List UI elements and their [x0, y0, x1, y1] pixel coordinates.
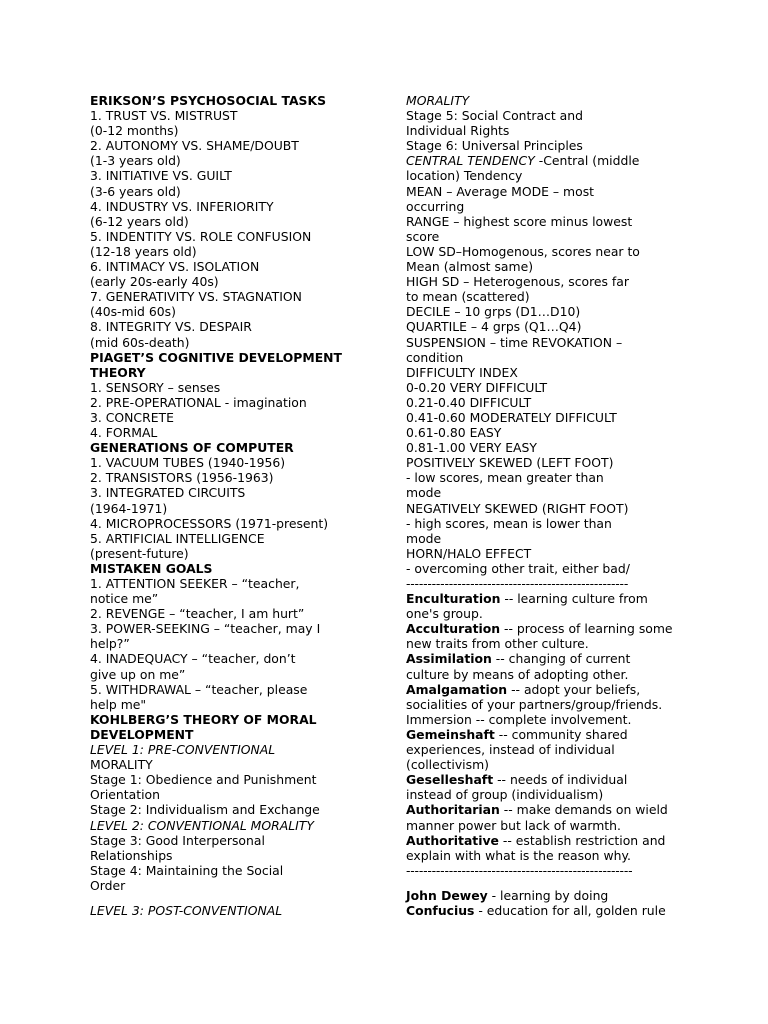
- computer-generation-line: 2. TRANSISTORS (1956-1963): [90, 470, 274, 486]
- mistaken-goal-line: notice me”: [90, 591, 159, 607]
- philosopher-name: Confucius: [406, 903, 475, 919]
- erikson-line: 3. INITIATIVE VS. GUILT: [90, 168, 232, 184]
- statistics-line: mode: [406, 530, 442, 546]
- statistics-line: SUSPENSION – time REVOKATION –: [406, 334, 623, 350]
- statistics-line: mode: [406, 485, 442, 501]
- erikson-line: (40s-mid 60s): [90, 304, 176, 320]
- statistics-line: LOW SD–Homogenous, scores near to: [406, 243, 640, 259]
- erikson-line: 1. TRUST VS. MISTRUST: [90, 108, 238, 124]
- section-heading-computers: GENERATIONS OF COMPUTER: [90, 440, 294, 456]
- statistics-line: HIGH SD – Heterogenous, scores far: [406, 274, 629, 290]
- statistics-line: 0.41-0.60 MODERATELY DIFFICULT: [406, 409, 617, 425]
- statistics-line: NEGATIVELY SKEWED (RIGHT FOOT): [406, 500, 629, 516]
- computer-generation-line: (present-future): [90, 545, 189, 561]
- term-name: Authoritarian: [406, 802, 500, 818]
- term-definition: [406, 621, 706, 636]
- term-name: Geselleshaft: [406, 772, 494, 788]
- term-name: Amalgamation: [406, 681, 508, 697]
- term-text: -- needs of individual: [493, 772, 628, 788]
- term-name: Assimilation: [406, 651, 492, 667]
- section-heading-erikson: ERIKSON’S PSYCHOSOCIAL TASKS: [90, 93, 327, 108]
- section-heading-piaget-cont: THEORY: [90, 364, 146, 380]
- statistics-line: 0.61-0.80 EASY: [406, 425, 502, 441]
- statistics-line: 0.21-0.40 DIFFICULT: [406, 394, 532, 410]
- kohlberg-level-1: LEVEL 1: PRE-CONVENTIONAL: [90, 742, 276, 758]
- erikson-line: (early 20s-early 40s): [90, 274, 219, 290]
- term-text-cont: manner power but lack of warmth.: [406, 817, 621, 833]
- term-name: Acculturation: [406, 621, 501, 637]
- term-definition: [406, 833, 706, 848]
- central-tendency-label: CENTRAL TENDENCY: [406, 153, 535, 169]
- statistics-line: Mean (almost same): [406, 259, 534, 275]
- philosopher-text: - education for all, golden rule: [474, 903, 666, 919]
- mistaken-goal-line: 5. WITHDRAWAL – “teacher, please: [90, 681, 308, 697]
- term-text: -- community shared: [494, 726, 628, 742]
- central-tendency-line: [406, 153, 706, 168]
- erikson-line: 2. AUTONOMY VS. SHAME/DOUBT: [90, 138, 299, 154]
- philosopher-line: [406, 903, 706, 918]
- term-definition: [406, 802, 706, 817]
- statistics-line: condition: [406, 349, 464, 365]
- term-text-cont: socialities of your partners/group/friends.: [406, 696, 663, 712]
- term-text-cont: explain with what is the reason why.: [406, 847, 631, 863]
- term-name: Gemeinshaft: [406, 726, 495, 742]
- term-text: -- process of learning some: [500, 621, 673, 637]
- term-text-cont: one's group.: [406, 606, 483, 622]
- computer-generation-line: 4. MICROPROCESSORS (1971-present): [90, 515, 329, 531]
- left-column: [90, 93, 390, 919]
- statistics-line: score: [406, 228, 440, 244]
- statistics-line: - overcoming other trait, either bad/: [406, 560, 630, 576]
- kohlberg-stage-6: Stage 6: Universal Principles: [406, 138, 583, 154]
- erikson-line: 8. INTEGRITY VS. DESPAIR: [90, 319, 252, 335]
- kohlberg-stage-1-cont: Orientation: [90, 787, 160, 803]
- section-heading-kohlberg: KOHLBERG’S THEORY OF MORAL: [90, 711, 317, 727]
- mistaken-goal-line: give up on me”: [90, 666, 186, 682]
- term-definition: [406, 682, 706, 697]
- statistics-line: to mean (scattered): [406, 289, 530, 305]
- statistics-line: 0.81-1.00 VERY EASY: [406, 440, 537, 456]
- divider-line: ----------------------------------------------------: [406, 576, 629, 591]
- kohlberg-stage-2: Stage 2: Individualism and Exchange: [90, 802, 320, 818]
- divider-line: -----------------------------------------------------: [406, 862, 633, 878]
- term-name: Authoritative: [406, 832, 499, 848]
- statistics-line: RANGE – highest score minus lowest: [406, 213, 633, 229]
- erikson-line: 4. INDUSTRY VS. INFERIORITY: [90, 198, 274, 214]
- statistics-line: occurring: [406, 198, 465, 214]
- kohlberg-stage-5: Stage 5: Social Contract and: [406, 108, 583, 124]
- mistaken-goal-line: 4. INADEQUACY – “teacher, don’t: [90, 651, 296, 667]
- term-text: -- learning culture from: [500, 591, 648, 607]
- mistaken-goal-line: 1. ATTENTION SEEKER – “teacher,: [90, 576, 300, 591]
- kohlberg-stage-5-cont: Individual Rights: [406, 123, 510, 139]
- kohlberg-stage-4: Stage 4: Maintaining the Social: [90, 862, 284, 878]
- mistaken-goal-line: 3. POWER-SEEKING – “teacher, may I: [90, 621, 321, 637]
- section-heading-mistaken-goals: MISTAKEN GOALS: [90, 560, 213, 576]
- philosopher-text: - learning by doing: [487, 888, 609, 904]
- statistics-line: location) Tendency: [406, 168, 523, 184]
- erikson-line: (12-18 years old): [90, 243, 197, 259]
- kohlberg-stage-3: Stage 3: Good Interpersonal: [90, 832, 265, 848]
- erikson-line: (3-6 years old): [90, 183, 181, 199]
- piaget-line: 1. SENSORY – senses: [90, 379, 221, 395]
- erikson-line: (mid 60s-death): [90, 334, 190, 350]
- statistics-line: 0-0.20 VERY DIFFICULT: [406, 379, 548, 395]
- central-tendency-text: -Central (middle: [534, 153, 640, 169]
- term-text: -- adopt your beliefs,: [507, 681, 641, 697]
- piaget-line: 4. FORMAL: [90, 425, 158, 441]
- blank-line: [406, 878, 706, 889]
- term-definition: [406, 651, 706, 666]
- term-text-cont: new traits from other culture.: [406, 636, 589, 652]
- term-text-cont: culture by means of adopting other.: [406, 666, 629, 682]
- erikson-line: (1-3 years old): [90, 153, 181, 169]
- computer-generation-line: 1. VACUUM TUBES (1940-1956): [90, 455, 286, 471]
- philosopher-line: [406, 888, 706, 903]
- term-name: Enculturation: [406, 591, 501, 607]
- term-text-cont: experiences, instead of individual: [406, 742, 615, 758]
- erikson-line: 6. INTIMACY VS. ISOLATION: [90, 259, 260, 275]
- erikson-line: (6-12 years old): [90, 213, 189, 229]
- term-text-cont: instead of group (individualism): [406, 787, 604, 803]
- mistaken-goal-line: help?”: [90, 636, 130, 652]
- computer-generation-line: 5. ARTIFICIAL INTELLIGENCE: [90, 530, 265, 546]
- mistaken-goal-line: help me": [90, 696, 147, 712]
- kohlberg-stage-4-cont: Order: [90, 877, 126, 893]
- term-text: -- establish restriction and: [498, 832, 666, 848]
- mistaken-goal-line: 2. REVENGE – “teacher, I am hurt”: [90, 606, 305, 622]
- blank-line: [90, 893, 390, 904]
- erikson-line: 7. GENERATIVITY VS. STAGNATION: [90, 289, 302, 305]
- piaget-line: 3. CONCRETE: [90, 409, 174, 425]
- section-heading-piaget: PIAGET’S COGNITIVE DEVELOPMENT: [90, 349, 343, 365]
- statistics-line: MEAN – Average MODE – most: [406, 183, 595, 199]
- term-definition: [406, 591, 706, 606]
- term-text: -- make demands on wield: [499, 802, 668, 818]
- right-column: [406, 93, 706, 919]
- statistics-line: - high scores, mean is lower than: [406, 515, 612, 531]
- computer-generation-line: (1964-1971): [90, 500, 168, 516]
- statistics-line: HORN/HALO EFFECT: [406, 545, 532, 561]
- kohlberg-level-3: LEVEL 3: POST-CONVENTIONAL: [90, 903, 283, 919]
- kohlberg-stage-3-cont: Relationships: [90, 847, 173, 863]
- statistics-line: - low scores, mean greater than: [406, 470, 604, 486]
- kohlberg-stage-1: Stage 1: Obedience and Punishment: [90, 772, 317, 788]
- philosopher-name: John Dewey: [406, 888, 488, 904]
- term-definition: [406, 727, 706, 742]
- section-heading-kohlberg-cont: DEVELOPMENT: [90, 726, 194, 742]
- statistics-line: DECILE – 10 grps (D1…D10): [406, 304, 581, 320]
- statistics-line: QUARTILE – 4 grps (Q1…Q4): [406, 319, 582, 335]
- kohlberg-level-1-cont: MORALITY: [90, 757, 153, 773]
- erikson-line: (0-12 months): [90, 123, 179, 139]
- term-text-cont: Immersion -- complete involvement.: [406, 711, 632, 727]
- term-text-cont: (collectivism): [406, 757, 489, 773]
- term-text: -- changing of current: [491, 651, 631, 667]
- term-definition: [406, 772, 706, 787]
- computer-generation-line: 3. INTEGRATED CIRCUITS: [90, 485, 246, 501]
- statistics-line: POSITIVELY SKEWED (LEFT FOOT): [406, 455, 614, 471]
- kohlberg-level-3-cont: MORALITY: [406, 93, 470, 108]
- erikson-line: 5. INDENTITY VS. ROLE CONFUSION: [90, 228, 312, 244]
- piaget-line: 2. PRE-OPERATIONAL - imagination: [90, 394, 307, 410]
- kohlberg-level-2: LEVEL 2: CONVENTIONAL MORALITY: [90, 817, 314, 833]
- statistics-line: DIFFICULTY INDEX: [406, 364, 518, 380]
